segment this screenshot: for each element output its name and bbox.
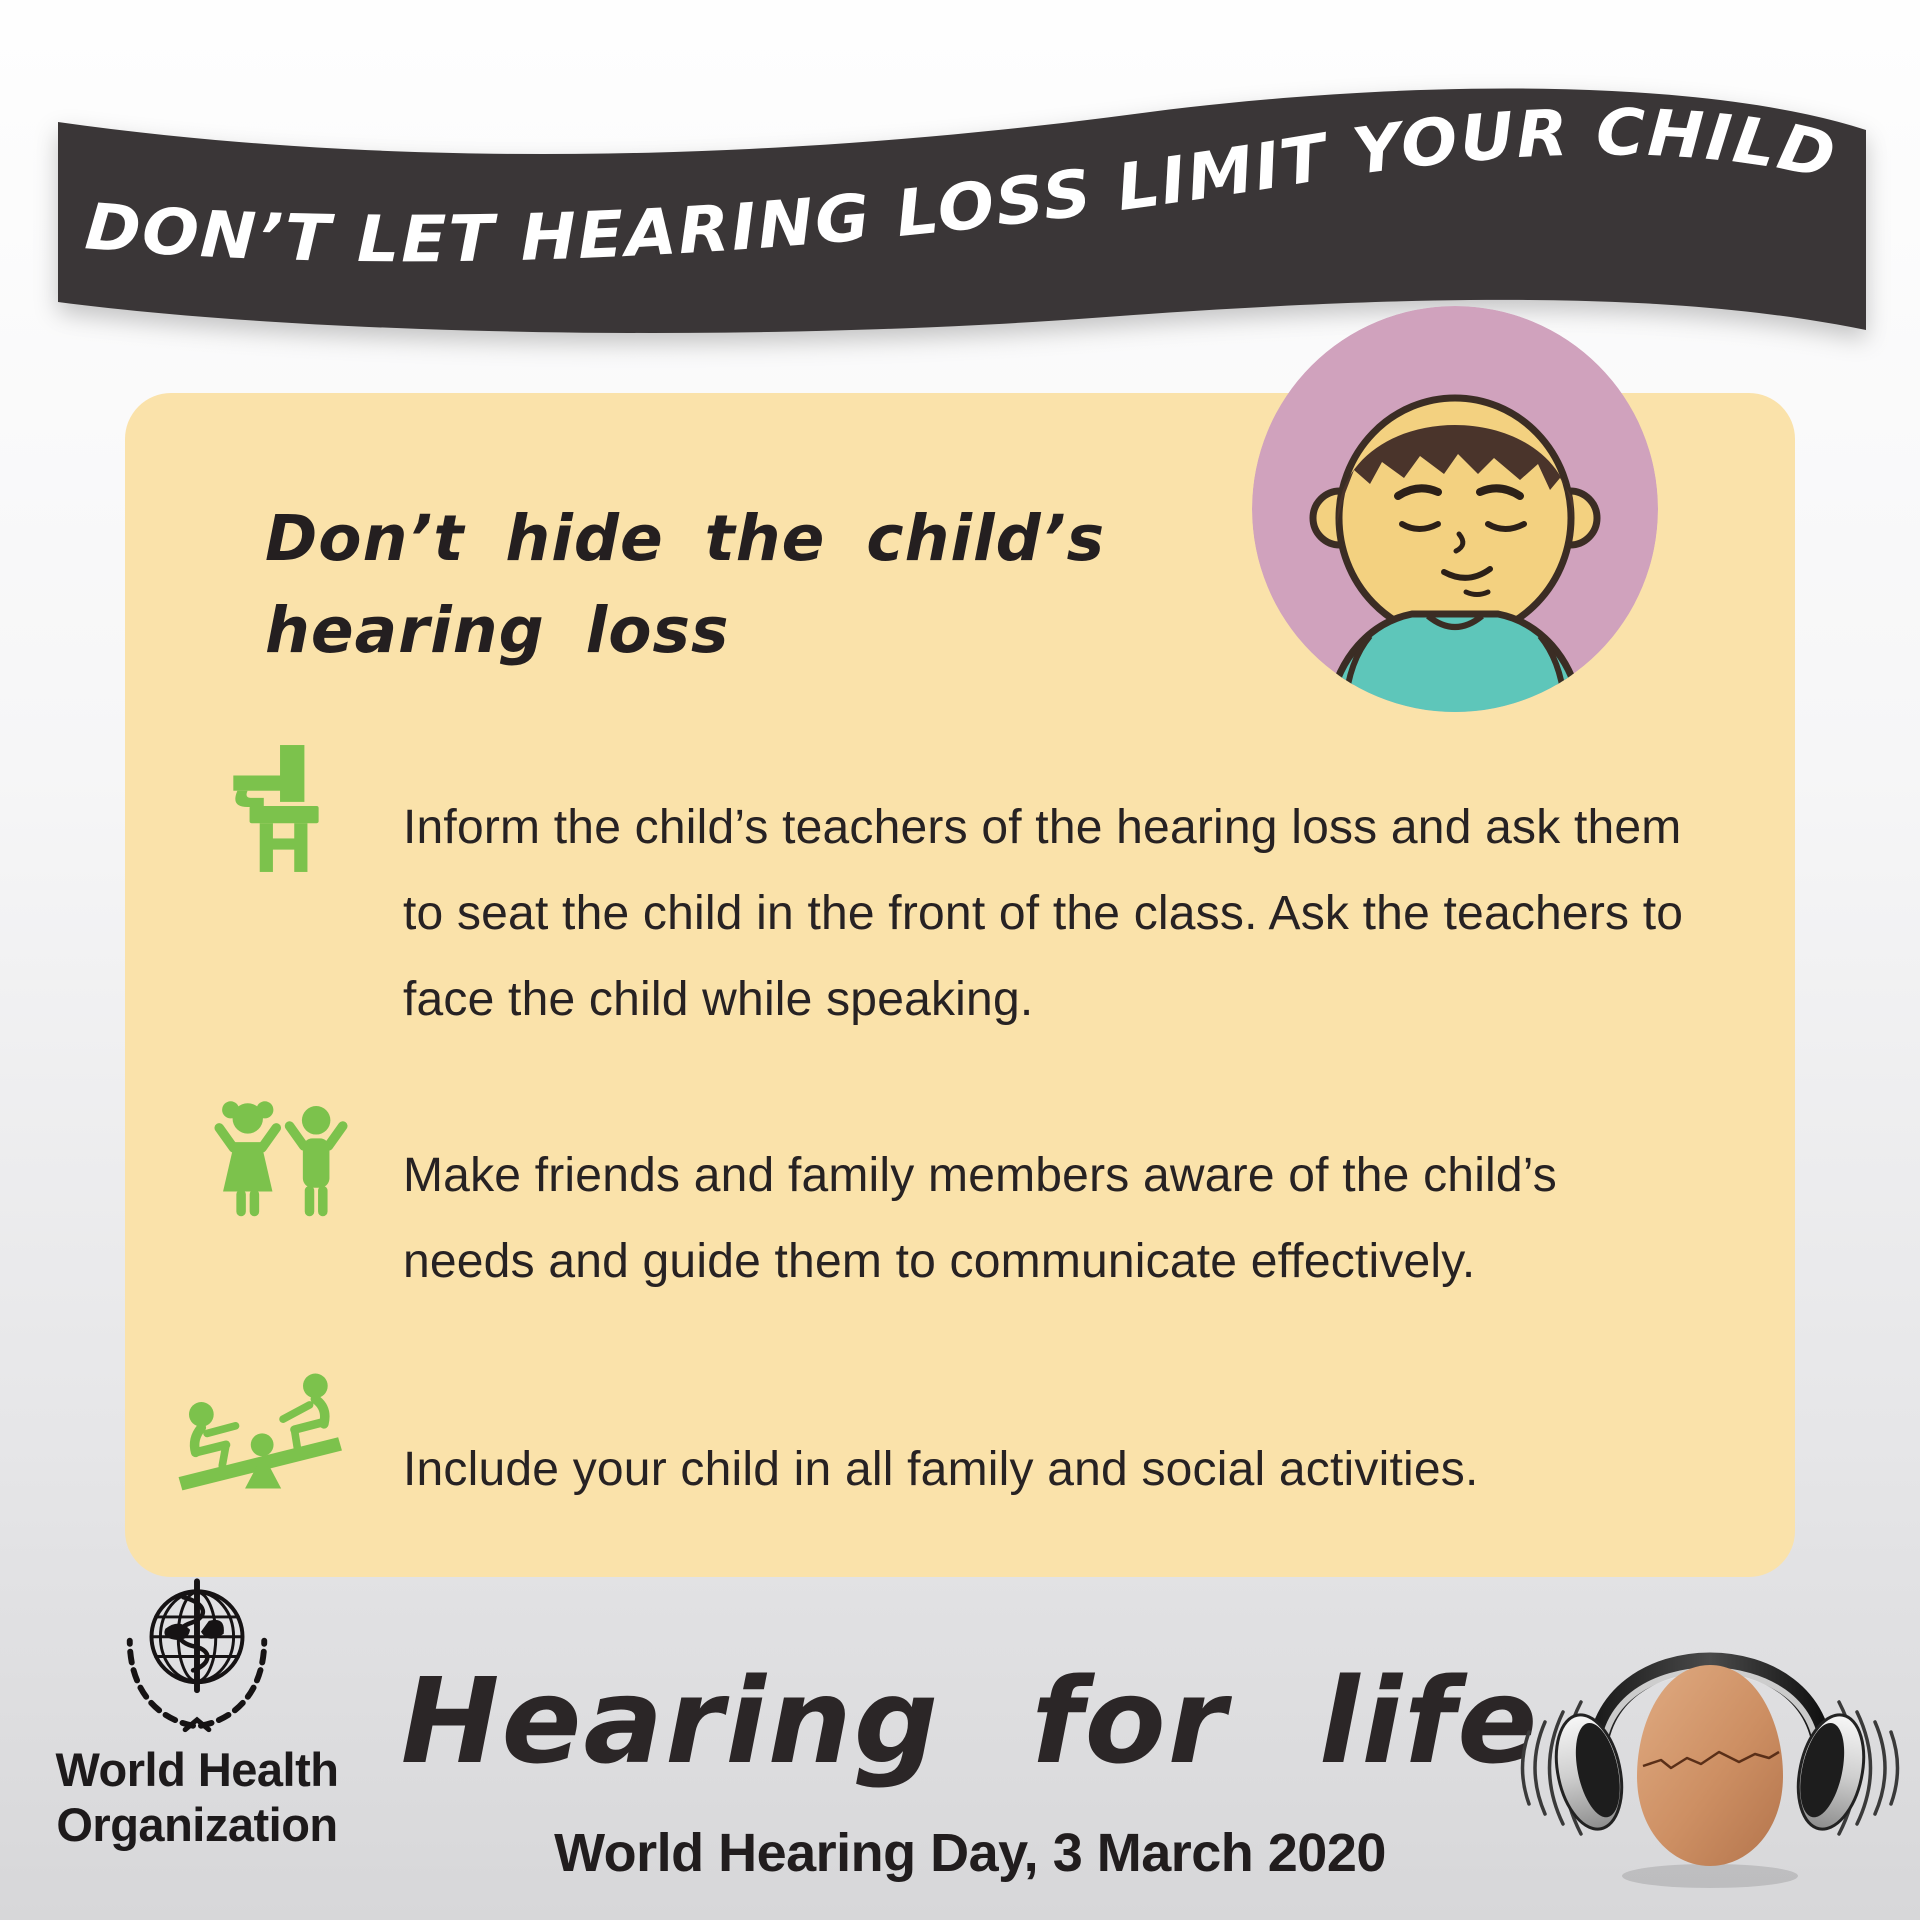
bullet-text-activities: Include your child in all family and social activities. [403,1443,1479,1496]
slogan: Hearing for life [400,1652,1540,1790]
event-date: World Hearing Day, 3 March 2020 [554,1823,1386,1883]
who-name-line1: World Health [55,1743,339,1796]
who-name-line2: Organization [56,1798,338,1851]
school-desk-icon [225,743,331,875]
egg-headphones-icon [1505,1560,1915,1910]
boy-avatar [1252,306,1658,712]
card-heading: Don’t hide the child’s hearing loss [265,502,1106,667]
banner-title: DON’T LET HEARING LOSS LIMIT YOUR CHILD [82,96,1842,278]
children-icon [205,1091,357,1237]
who-name [22,1742,372,1852]
bullet-text-family: Make friends and family members aware of the child’s needs and guide them to communicate effectively. [403,1149,1558,1288]
seesaw-icon [163,1365,367,1517]
who-logo-icon [108,1578,286,1734]
bullet-text-teachers: Inform the child’s teachers of the hearing loss and ask them to seat the child in the front of the class. Ask the teachers to face the child while speaking. [403,801,1684,1026]
